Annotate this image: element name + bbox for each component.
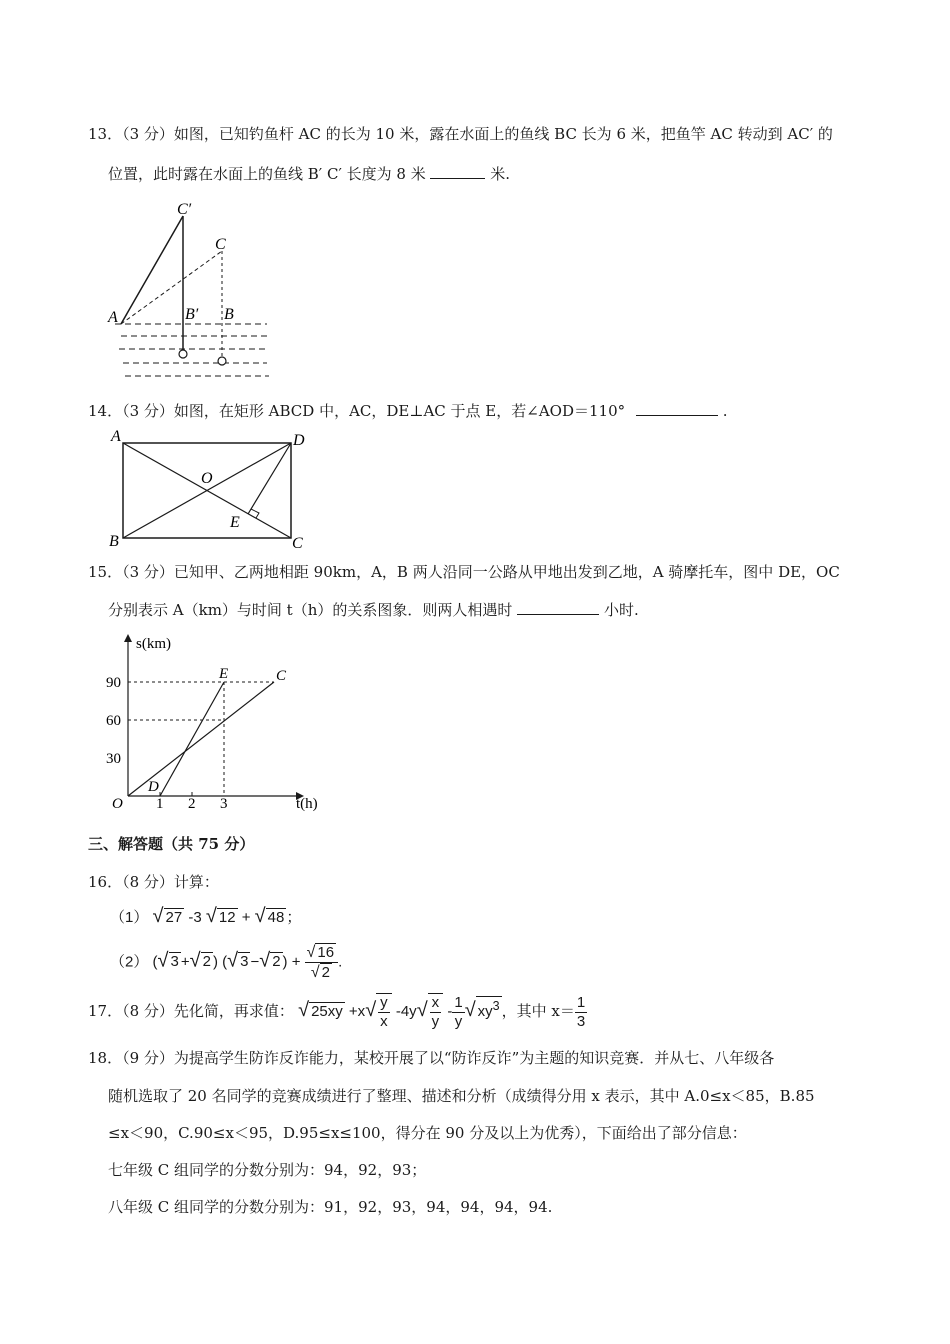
q16-p1-end: ； — [286, 909, 302, 926]
q17-t4: $xy^3$ — [476, 996, 502, 1021]
q17-plus: +x — [348, 1002, 366, 1020]
q16-p2-root2: 2 — [202, 953, 211, 971]
ylabel: s(km) — [136, 636, 171, 652]
q15-text-line2-a: 分别表示 A（km）与时间 t（h）的关系图象．则两人相遇时 — [108, 601, 513, 619]
q16-part1: （1） √ 27 -3 √ 12 + √ 48 ； — [110, 905, 302, 927]
q16-p2-root1: 3 — [170, 953, 179, 971]
q15-answer-blank[interactable] — [517, 598, 599, 615]
rod-ac1 — [121, 216, 183, 324]
q13-answer-blank[interactable] — [430, 162, 485, 179]
q17-head: 17．（8 分）先化简，再求值： — [88, 1001, 294, 1020]
ytick-90: 90 — [106, 675, 121, 691]
q17-t3: $\frac{x}{y}$ — [428, 993, 444, 1031]
label-o: O — [201, 470, 213, 487]
label-d: D — [293, 432, 305, 449]
q16-p2-minus: − — [250, 953, 260, 971]
q16-p2-den: 2 — [321, 964, 330, 981]
q14-text-line1 — [88, 399, 727, 421]
label-e: E — [219, 666, 229, 682]
q14-text-line1-a: 14．（3 分）如图，在矩形 ABCD 中，AC，DE⊥AC 于点 E，若∠AOD＝110° — [88, 402, 626, 420]
q16-p1-root1: 27 — [165, 909, 183, 926]
q16-p2-root3: 3 — [240, 953, 249, 971]
q17-value: $\frac{1}{3}$ — [576, 993, 586, 1030]
q17-minus2: - — [447, 1002, 453, 1020]
q16-p2-lp2: ( — [222, 953, 228, 971]
q16-p1-op2: + — [241, 909, 251, 926]
rod-ac-dashed — [121, 251, 222, 324]
q16-p1-label: （1） — [110, 909, 149, 926]
q14-figure — [105, 425, 320, 555]
q15-graph — [100, 630, 335, 815]
q16-p2-plus: + — [180, 953, 190, 971]
q17-frac: $\frac{1}{y}$ — [454, 993, 463, 1030]
label-a: A — [111, 428, 121, 445]
q18-line5: 八年级 C 组同学的分数分别为：91，92，93，94，94，94，94. — [108, 1198, 553, 1216]
q16-p2-end: . — [338, 953, 343, 971]
float-1 — [179, 350, 187, 358]
q13-figure — [105, 195, 285, 385]
label-e: E — [230, 514, 240, 531]
q16-head: 16．（8 分）计算： — [88, 873, 219, 891]
label-b: B — [224, 306, 234, 323]
label-c: C — [292, 535, 303, 552]
q13-text-line2-b: 米. — [490, 165, 511, 183]
q16-p2-rp: ) — [212, 953, 218, 971]
xlabel: t(h) — [296, 796, 318, 812]
label-b1: B′ — [185, 306, 199, 323]
q16-p1-root2: 12 — [218, 909, 236, 926]
q17-tail: ，其中 x＝ — [501, 1001, 575, 1020]
ytick-60: 60 — [106, 713, 121, 729]
q16-p2-label: （2） — [110, 953, 149, 971]
q16-p2-root4: 2 — [272, 953, 281, 971]
q16-p2-lp: ( — [152, 953, 158, 971]
q14-text-line1-b: . — [722, 402, 728, 420]
q17-minus: -4y — [395, 1002, 417, 1020]
line-de — [160, 682, 224, 796]
label-c1: C′ — [177, 201, 192, 218]
y-axis-arrow — [124, 634, 132, 642]
section3-title: 三、解答题（共 75 分） — [88, 835, 255, 853]
q18-line1: 18．（9 分）为提高学生防诈反诈能力，某校开展了以“防诈反诈”为主题的知识竞赛．并从七、八年级各 — [88, 1049, 775, 1067]
q16-p2-plus2: + — [291, 953, 301, 971]
label-c: C — [276, 668, 287, 684]
label-c: C — [215, 236, 226, 253]
q15-text-line1: 15．（3 分）已知甲、乙两地相距 90km，A，B 两人沿同一公路从甲地出发到乙地，A 骑摩托车，图中 DE，OC — [88, 563, 840, 581]
q16-p2-fraction: $\frac{√ 16}{√ 2}$ — [305, 943, 338, 982]
q18-line2: 随机选取了 20 名同学的竞赛成绩进行了整理、描述和分析（成绩得分用 x 表示，其中 A.0≤x＜85，B.85 — [108, 1087, 815, 1105]
q13-text-line2 — [108, 162, 510, 184]
q15-text-line2-b: 小时. — [603, 601, 639, 619]
label-origin: O — [112, 796, 123, 812]
xtick-1: 1 — [156, 796, 164, 812]
q16-p1-op1: -3 — [188, 909, 202, 926]
label-b: B — [109, 533, 119, 550]
perpendicular-de — [248, 443, 291, 514]
label-d: D — [148, 779, 159, 795]
q16-p1-root3: 48 — [267, 909, 285, 926]
q16-p2-num: 16 — [317, 944, 335, 961]
xtick-2: 2 — [188, 796, 196, 812]
q14-answer-blank[interactable] — [636, 399, 718, 416]
q15-text-line2 — [108, 598, 639, 620]
q17-t2: $\frac{y}{x}$ — [376, 993, 392, 1031]
q18-line4: 七年级 C 组同学的分数分别为：94，92，93； — [108, 1161, 427, 1179]
q18-line3: ≤x＜90，C.90≤x＜95，D.95≤x≤100，得分在 90 分及以上为优秀），下面给出了部分信息： — [108, 1124, 747, 1142]
q16-p2-rp2: ) — [282, 953, 288, 971]
float-2 — [218, 357, 226, 365]
q16-part2: （2） (√ 3 +√ 2 ) (√ 3 −√ 2 ) + $\frac{√ 16}{√ 2}$ . — [110, 944, 343, 981]
q17-line: 17．（8 分）先化简，再求值： √ 25xy +x√ $\frac{y}{x}$ -4y√ $\frac{x}{y}$ - $\frac{1}{y}$ √ $xy^3$ ，其中 x＝ $\frac{1}{3}$ — [88, 993, 586, 1030]
xtick-3: 3 — [220, 796, 228, 812]
q13-text-line1: 13．（3 分）如图，已知钓鱼杆 AC 的长为 10 米，露在水面上的鱼线 BC 长为 6 米，把鱼竿 AC 转动到 AC′ 的 — [88, 125, 833, 143]
q17-t1: 25xy — [311, 1002, 343, 1020]
label-a: A — [108, 309, 118, 326]
q13-text-line2-a: 位置，此时露在水面上的鱼线 B′ C′ 长度为 8 米 — [108, 165, 426, 183]
ytick-30: 30 — [106, 751, 121, 767]
